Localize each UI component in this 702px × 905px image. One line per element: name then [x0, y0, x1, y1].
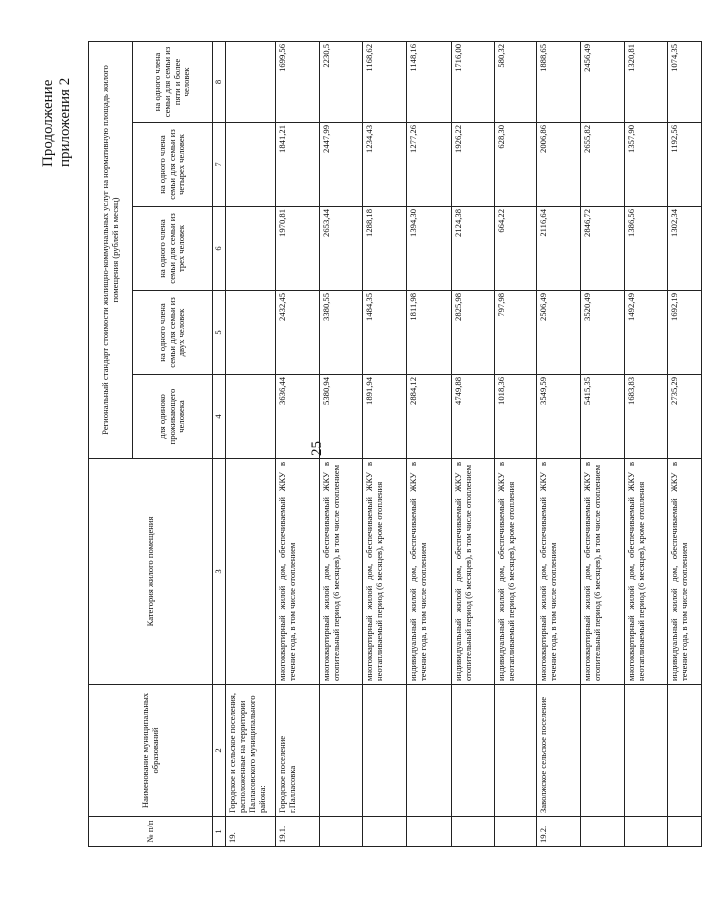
standard-value: 1394,30 [406, 207, 451, 291]
standard-value: 1302,34 [667, 207, 701, 291]
standard-value: 1683,83 [624, 375, 667, 459]
standard-value [225, 207, 275, 291]
row-index [624, 817, 667, 847]
row-index [667, 817, 701, 847]
standard-value: 1692,19 [667, 291, 701, 375]
standard-value: 5380,94 [319, 375, 362, 459]
municipality-name: Городское и сельское поселения, расположенные на территории Палласовского муниципального района: [225, 685, 275, 817]
municipality-name [667, 685, 701, 817]
table-row [275, 41, 319, 846]
standard-value: 2846,72 [580, 207, 624, 291]
housing-category: индивидуальный жилой дом, обеспечиваемый ЖКУ в отопительный период (6 месяцев), в том числе отоплением [451, 459, 494, 685]
standard-value: 797,98 [494, 291, 536, 375]
table-row [580, 41, 624, 846]
table-row [362, 41, 406, 846]
standard-value: 2825,98 [451, 291, 494, 375]
row-index [451, 817, 494, 847]
row-index: 19.1. [275, 817, 319, 847]
standard-value: 1699,56 [275, 41, 319, 122]
standard-value: 3549,59 [536, 375, 580, 459]
standard-value [225, 123, 275, 207]
standard-value: 1484,35 [362, 291, 406, 375]
municipality-name [362, 685, 406, 817]
housing-category: многоквартирный жилой дом, обеспечиваемый ЖКУ в течение года, в том числе отоплением [275, 459, 319, 685]
standard-value: 1192,56 [667, 123, 701, 207]
standard-value: 1288,18 [362, 207, 406, 291]
header-sub-5: на одного члена семьи для семьи из пяти и более человек [133, 41, 213, 122]
header-name: Наименование муниципальных образований [89, 685, 213, 817]
standard-value: 1320,81 [624, 41, 667, 122]
table-row [451, 41, 494, 846]
standard-value: 664,22 [494, 207, 536, 291]
municipality-name [319, 685, 362, 817]
standard-value: 1168,62 [362, 41, 406, 122]
header-sub-3: на одного члена семьи для семьи из трех человек [133, 207, 213, 291]
standard-value: 4749,88 [451, 375, 494, 459]
table-row [536, 41, 580, 846]
header-sub-4: на одного члена семьи для семьи из четырех человек [133, 123, 213, 207]
standard-value: 580,32 [494, 41, 536, 122]
standard-value: 628,30 [494, 123, 536, 207]
standard-value [225, 41, 275, 122]
municipality-name [406, 685, 451, 817]
standard-value: 2653,44 [319, 207, 362, 291]
standard-value: 1926,22 [451, 123, 494, 207]
standard-value: 1074,35 [667, 41, 701, 122]
standard-value: 2735,29 [667, 375, 701, 459]
col-number: 5 [213, 291, 226, 375]
tariff-table [88, 41, 702, 847]
standard-value: 2447,99 [319, 123, 362, 207]
housing-category [225, 459, 275, 685]
municipality-name [451, 685, 494, 817]
standard-value: 2655,82 [580, 123, 624, 207]
col-number: 4 [213, 375, 226, 459]
standard-value: 1841,21 [275, 123, 319, 207]
housing-category: индивидуальный жилой дом, обеспечиваемый ЖКУ в неотапливаемый период (6 месяцев), кроме отопления [494, 459, 536, 685]
col-number: 6 [213, 207, 226, 291]
row-index [362, 817, 406, 847]
table-row [494, 41, 536, 846]
row-index [580, 817, 624, 847]
standard-value: 2124,38 [451, 207, 494, 291]
row-index [319, 817, 362, 847]
table-row [225, 41, 275, 846]
municipality-name: Городское поселение г.Палласовка [275, 685, 319, 817]
standard-value: 2884,12 [406, 375, 451, 459]
standard-value: 1277,26 [406, 123, 451, 207]
standard-value: 1018,36 [494, 375, 536, 459]
standard-value [225, 291, 275, 375]
page-number: 25 [309, 441, 325, 456]
housing-category: индивидуальный жилой дом, обеспечиваемый ЖКУ в течение года, в том числе отоплением [406, 459, 451, 685]
row-index [406, 817, 451, 847]
housing-category: многоквартирный жилой дом, обеспечиваемый ЖКУ в неотапливаемый период (6 месяцев), кроме отопления [362, 459, 406, 685]
col-number: 1 [213, 817, 226, 847]
table-row [667, 41, 701, 846]
municipality-name: Заволжское сельское поселение [536, 685, 580, 817]
row-index: 19.2. [536, 817, 580, 847]
table-row [406, 41, 451, 846]
standard-value: 2006,86 [536, 123, 580, 207]
standard-value: 3380,55 [319, 291, 362, 375]
table-body [225, 41, 701, 846]
standard-value: 2230,5 [319, 41, 362, 122]
standard-value: 5415,35 [580, 375, 624, 459]
standard-value: 1492,49 [624, 291, 667, 375]
standard-value: 1357,90 [624, 123, 667, 207]
header-group: Региональный стандарт стоимости жилищно-коммунальных услуг на нормативную площадь жилого помещения (рублей в месяц) [89, 41, 133, 458]
housing-category: многоквартирный жилой дом, обеспечиваемый ЖКУ в течение года, в том числе отоплением [536, 459, 580, 685]
housing-category: индивидуальный жилой дом, обеспечиваемый ЖКУ в течение года, в том числе отоплением [667, 459, 701, 685]
table-row [319, 41, 362, 846]
row-index [494, 817, 536, 847]
header-category: Категория жилого помещения [89, 459, 213, 685]
standard-value: 1716,00 [451, 41, 494, 122]
header-sub-1: для одиноко проживающего человека [133, 375, 213, 459]
standard-value: 1811,98 [406, 291, 451, 375]
standard-value: 1970,81 [275, 207, 319, 291]
col-number: 3 [213, 459, 226, 685]
municipality-name [624, 685, 667, 817]
standard-value: 1386,56 [624, 207, 667, 291]
standard-value: 3636,44 [275, 375, 319, 459]
housing-category: многоквартирный жилой дом, обеспечиваемый ЖКУ в отопительный период (6 месяцев), в том числе отоплением [580, 459, 624, 685]
housing-category: многоквартирный жилой дом, обеспечиваемый ЖКУ в неотапливаемый период (6 месяцев), кроме отопления [624, 459, 667, 685]
table-row [624, 41, 667, 846]
standard-value: 1891,94 [362, 375, 406, 459]
standard-value: 2506,49 [536, 291, 580, 375]
standard-value [225, 375, 275, 459]
col-number: 7 [213, 123, 226, 207]
col-number: 2 [213, 685, 226, 817]
col-number: 8 [213, 41, 226, 122]
standard-value: 1148,16 [406, 41, 451, 122]
municipality-name [580, 685, 624, 817]
standard-value: 1888,65 [536, 41, 580, 122]
housing-category: многоквартирный жилой дом, обеспечиваемый ЖКУ в отопительный период (6 месяцев), в том числе отоплением [319, 459, 362, 685]
row-index: 19. [225, 817, 275, 847]
standard-value: 2116,64 [536, 207, 580, 291]
standard-value: 2456,49 [580, 41, 624, 122]
header-sub-2: на одного члена семьи для семьи из двух человек [133, 291, 213, 375]
standard-value: 3520,49 [580, 291, 624, 375]
municipality-name [494, 685, 536, 817]
header-no: № п/п [89, 817, 213, 847]
standard-value: 2432,45 [275, 291, 319, 375]
standard-value: 1234,43 [362, 123, 406, 207]
continuation-title: Продолжение приложения 2 [40, 77, 73, 167]
